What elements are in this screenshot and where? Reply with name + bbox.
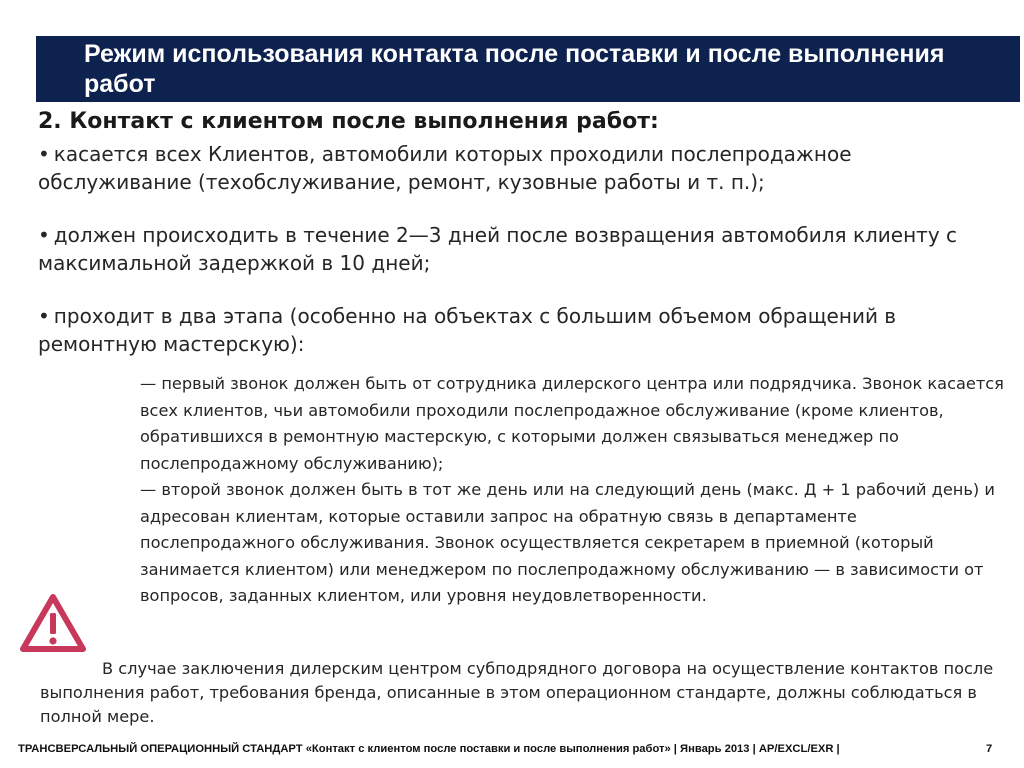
bullet-mark: • bbox=[38, 142, 50, 166]
bullet-text: проходит в два этапа (особенно на объектах с большим объемом обращений в ремонтную мастерскую): bbox=[38, 304, 897, 356]
first-call-paragraph: — первый звонок должен быть от сотрудника дилерского центра или подрядчика. Звонок касается всех клиентов, чьи автомобили проходили послепродажное обслуживание (кроме клиентов, обратившихся в ремонтную мастерскую, с которыми должен связываться менеджер по послепродажному обслуживанию); bbox=[140, 374, 1004, 473]
footer-text: ТРАНСВЕРСАЛЬНЫЙ ОПЕРАЦИОННЫЙ СТАНДАРТ «Контакт с клиентом после поставки и после выполнения работ» | Январь 2013 | AP/EXCL/EXR | bbox=[18, 743, 840, 755]
bullet-text: должен происходить в течение 2—3 дней после возвращения автомобиля клиенту с максимальной задержкой в 10 дней; bbox=[38, 223, 958, 275]
warning-triangle-icon bbox=[19, 593, 87, 653]
bullet-text: касается всех Клиентов, автомобили которых проходили послепродажное обслуживание (техобслуживание, ремонт, кузовные работы и т. п.); bbox=[38, 142, 852, 194]
bullet-item bbox=[38, 221, 1003, 277]
call-stages bbox=[140, 371, 1010, 610]
bullet-mark: • bbox=[38, 223, 50, 247]
bullet-list bbox=[38, 140, 1003, 383]
bullet-mark: • bbox=[38, 304, 50, 328]
bullet-item bbox=[38, 140, 1003, 196]
warning-exclamation-dot bbox=[49, 637, 56, 644]
subcontract-note: В случае заключения дилерским центром субподрядного договора на осуществление контактов после выполнения работ, требования бренда, описанные в этом операционном стандарте, должны соблюдаться в полной мере. bbox=[40, 659, 994, 726]
warning-exclamation-bar bbox=[50, 613, 56, 634]
page-number: 7 bbox=[986, 743, 993, 755]
title-banner bbox=[36, 36, 1020, 102]
footer bbox=[18, 741, 1008, 757]
section-heading: 2. Контакт с клиентом после выполнения работ: bbox=[38, 109, 659, 134]
slide-title: Режим использования контакта после поставки и после выполнения работ bbox=[84, 40, 945, 98]
second-call-paragraph: — второй звонок должен быть в тот же день или на следующий день (макс. Д + 1 рабочий день) и адресован клиентам, которые оставили запрос на обратную связь в департаменте послепродажного обслуживания. Звонок осуществляется секретарем в приемной (который занимается клиентом) или менеджером по послепродажному обслуживанию — в зависимости от вопросов, заданных клиентом, или уровня неудовлетворенности. bbox=[140, 480, 995, 605]
bullet-item bbox=[38, 302, 1003, 358]
